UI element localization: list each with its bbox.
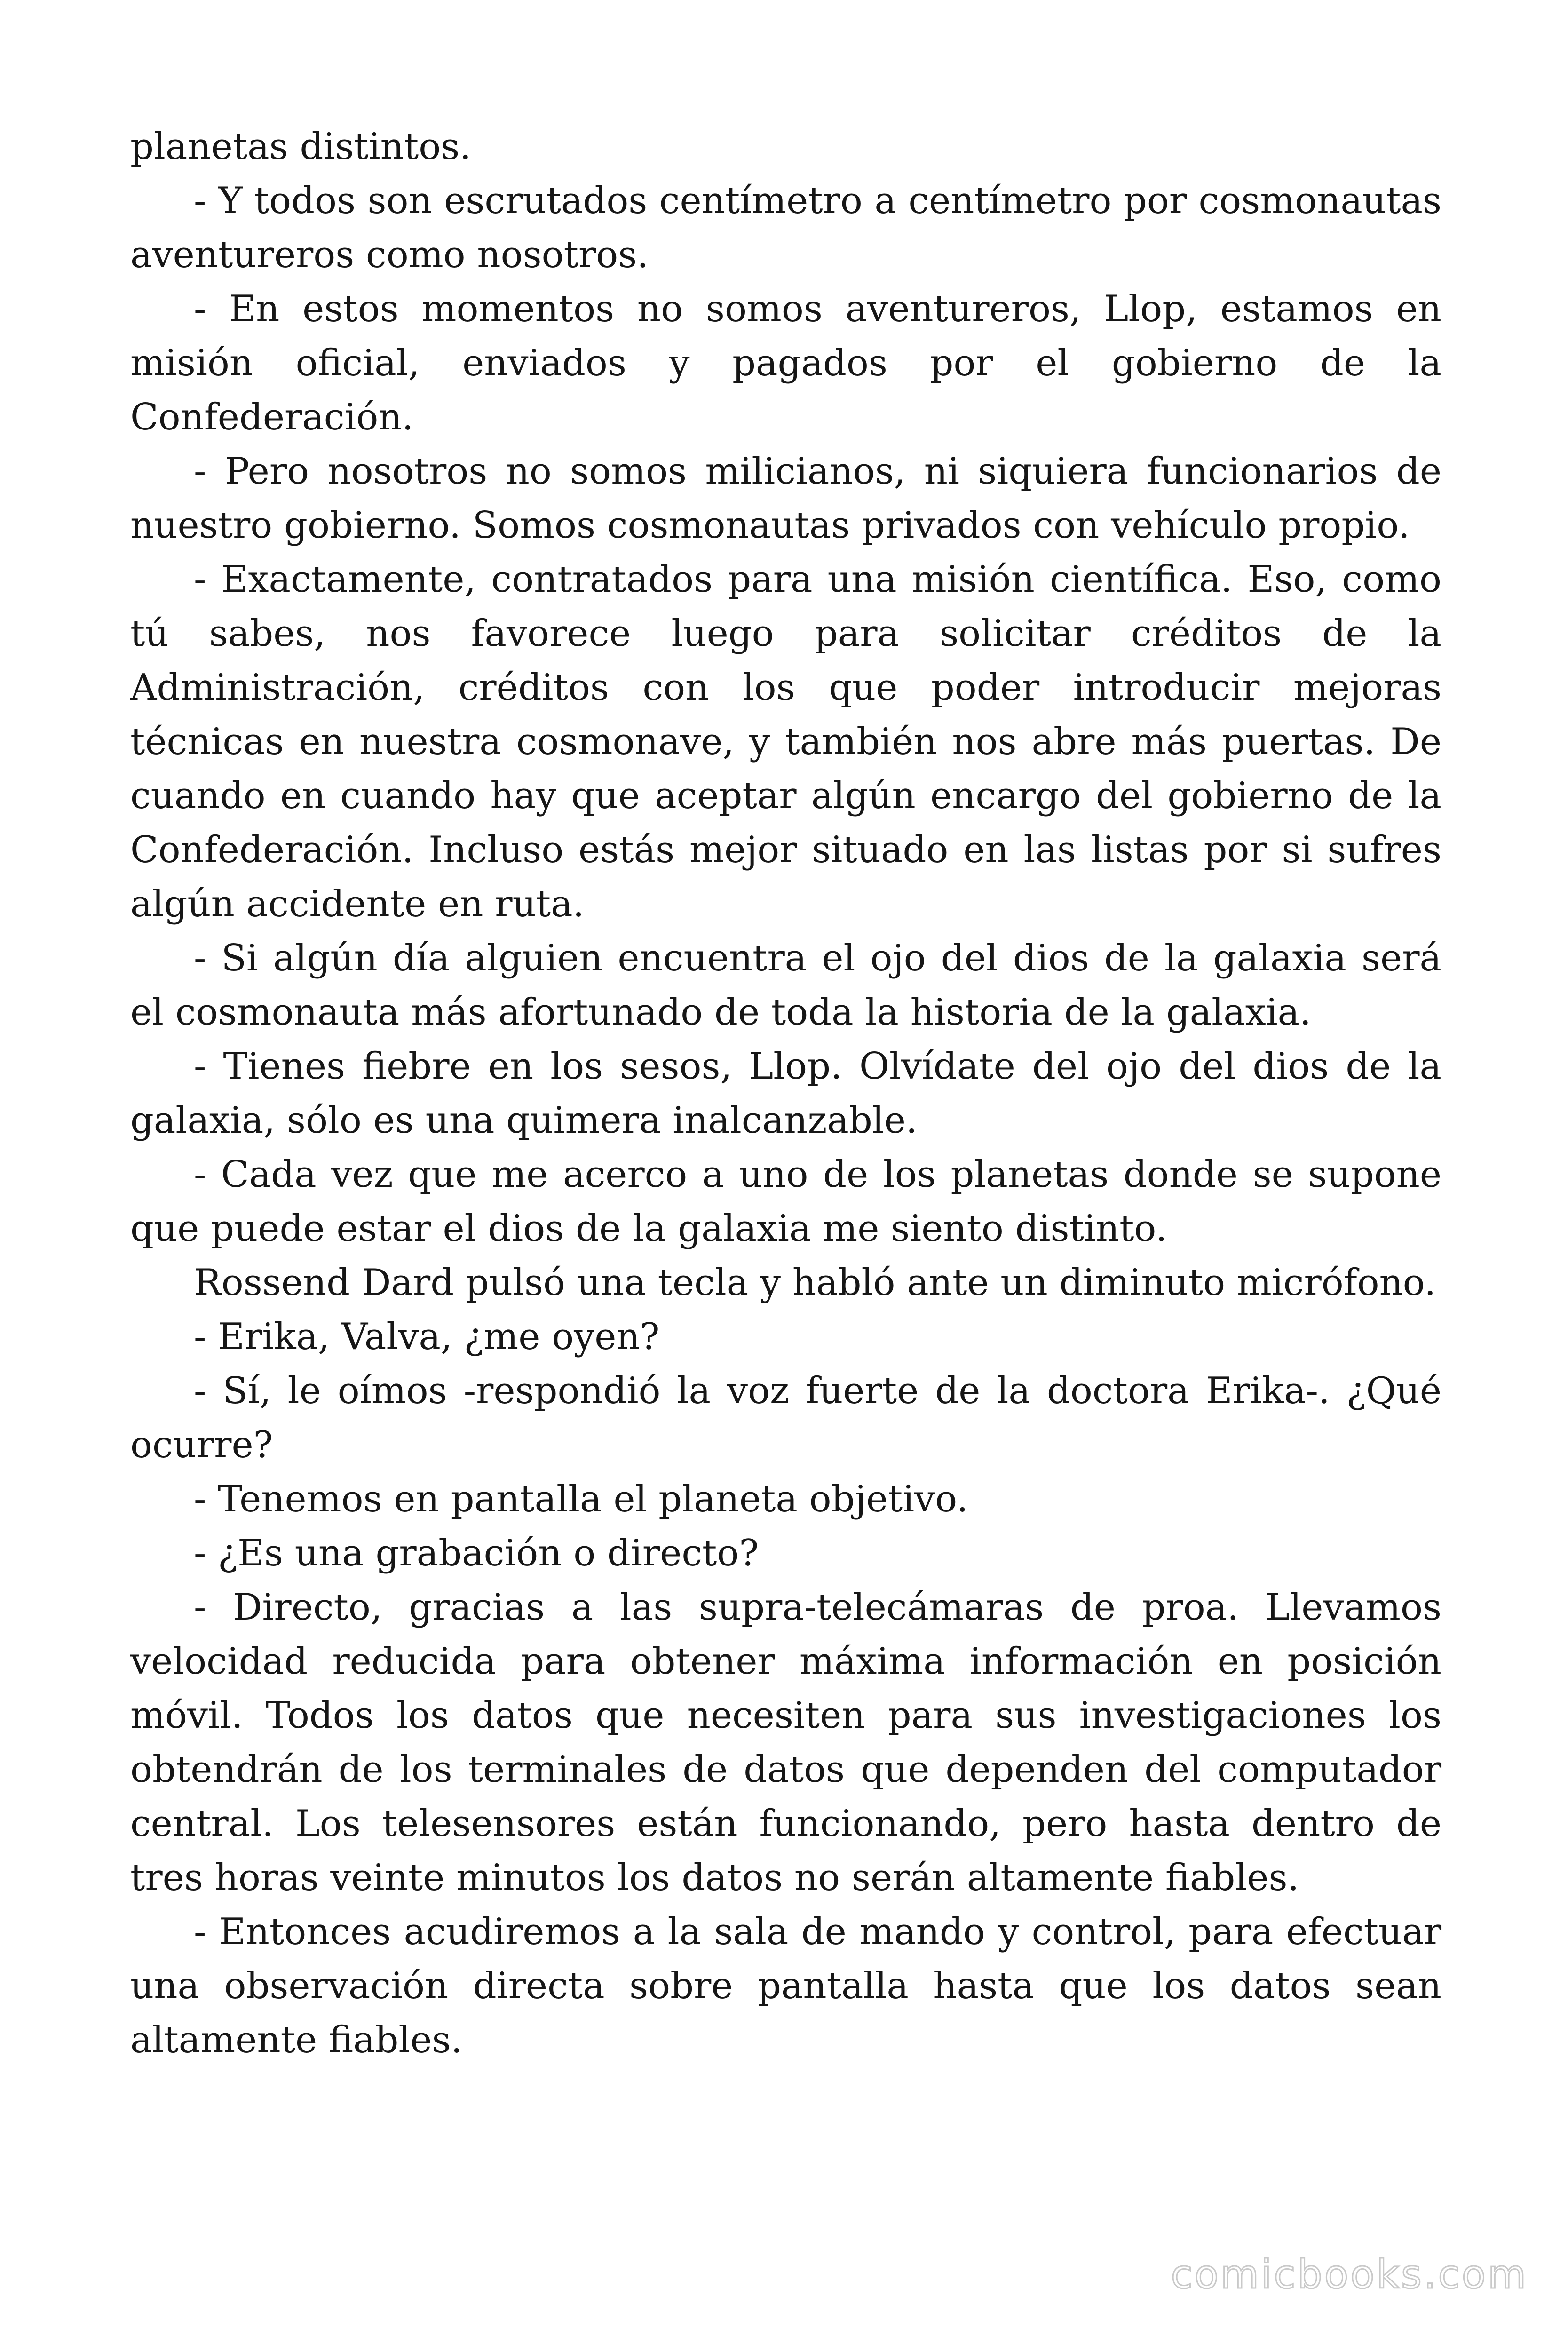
dialogue-paragraph: - Sí, le oímos -respondió la voz fuerte de la doctora Erika-. ¿Qué ocurre? [130,1370,1441,1466]
dialogue-paragraph: - Tienes fiebre en los sesos, Llop. Olvídate del ojo del dios de la galaxia, sólo es una quimera inalcanzable. [130,1045,1441,1142]
dialogue-paragraph: - Tenemos en pantalla el planeta objetivo. [194,1478,968,1520]
narrative-paragraph: Rossend Dard pulsó una tecla y habló ante un diminuto micrófono. [194,1262,1436,1304]
watermark: comicbooks.com [1171,2251,1528,2297]
dialogue-paragraph: - Erika, Valva, ¿me oyen? [194,1316,660,1358]
dialogue-paragraph: - Cada vez que me acerco a uno de los planetas donde se supone que puede estar el dios de la galaxia me siento distinto. [130,1153,1441,1250]
dialogue-paragraph: - Si algún día alguien encuentra el ojo del dios de la galaxia será el cosmonauta más afortunado de toda la historia de la galaxia. [130,937,1441,1033]
dialogue-paragraph: - ¿Es una grabación o directo? [194,1532,759,1574]
dialogue-paragraph: - Pero nosotros no somos milicianos, ni siquiera funcionarios de nuestro gobierno. Somos cosmonautas privados con vehículo propio. [130,450,1441,547]
dialogue-paragraph: - Entonces acudiremos a la sala de mando y control, para efectuar una observación directa sobre pantalla hasta que los datos sean altamente fiables. [130,1911,1441,2061]
dialogue-paragraph: - En estos momentos no somos aventureros, Llop, estamos en misión oficial, enviados y pagados por el gobierno de la Confederación. [130,288,1441,438]
paragraph-continuation: planetas distintos. [130,126,472,168]
dialogue-paragraph: - Directo, gracias a las supra-telecámaras de proa. Llevamos velocidad reducida para obtener máxima información en posición móvil. Todos los datos que necesiten para sus investigaciones los obtendrán de los terminales de datos que dependen del computador central. Los telesensores están funcionando, pero hasta dentro de tres horas veinte minutos los datos no serán altamente fiables. [130,1586,1441,1899]
page-body-text [130,120,1441,2067]
dialogue-paragraph: - Y todos son escrutados centímetro a centímetro por cosmonautas aventureros como nosotros. [130,180,1441,276]
dialogue-paragraph: - Exactamente, contratados para una misión científica. Eso, como tú sabes, nos favorece luego para solicitar créditos de la Administración, créditos con los que poder introducir mejoras técnicas en nuestra cosmonave, y también nos abre más puertas. De cuando en cuando hay que aceptar algún encargo del gobierno de la Confederación. Incluso estás mejor situado en las listas por si sufres algún accidente en ruta. [130,558,1441,925]
